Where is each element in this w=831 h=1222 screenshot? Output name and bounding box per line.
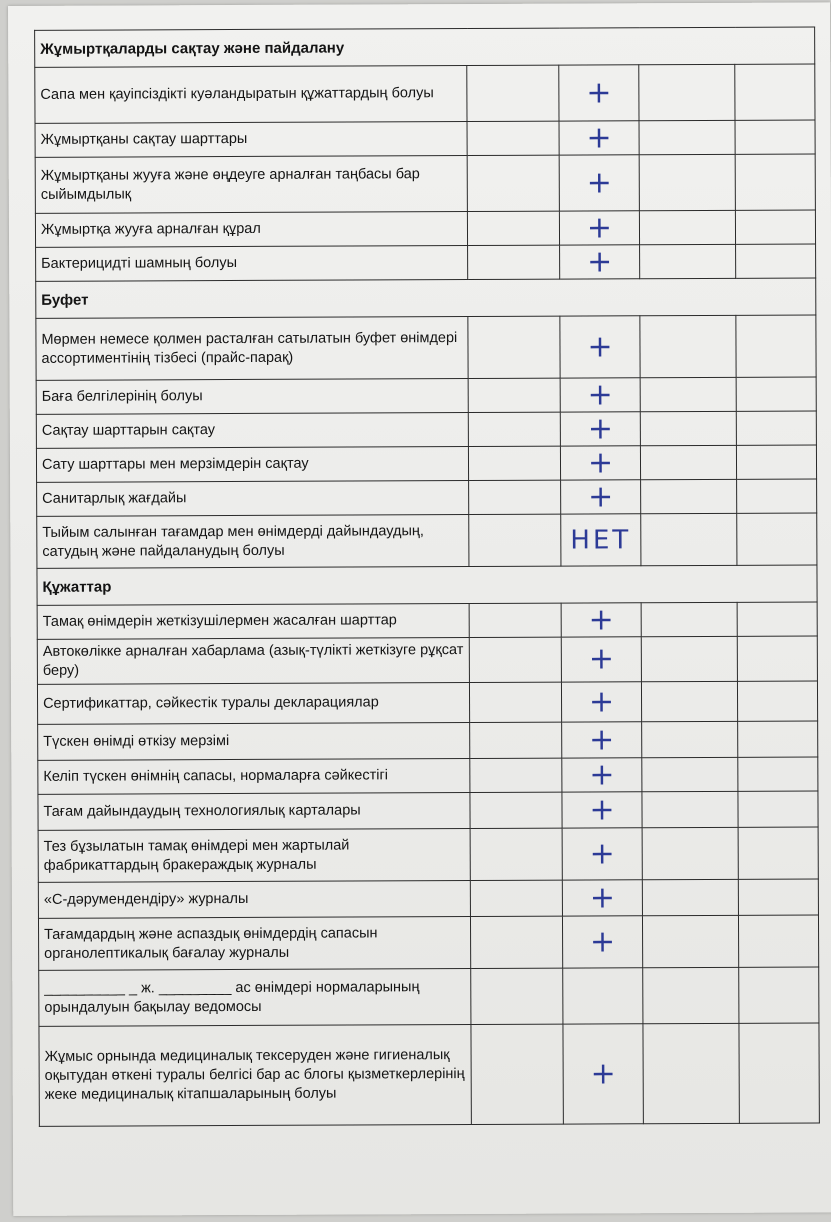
empty-cell	[737, 513, 817, 565]
empty-cell	[642, 757, 738, 791]
checklist-row	[37, 602, 817, 639]
row-label: Баға белгілерінің болуы	[36, 378, 468, 414]
handwritten-mark: +	[562, 792, 642, 828]
empty-cell	[737, 602, 817, 636]
empty-cell	[468, 316, 560, 378]
row-label: Мөрмен немесе қолмен расталған сатылатын буфет өнімдері ассортиментінің тізбесі (прайс-парақ)	[36, 316, 468, 380]
checklist-row	[39, 1023, 819, 1126]
empty-cell	[468, 245, 560, 279]
empty-cell	[641, 636, 737, 681]
empty-cell	[467, 211, 559, 245]
checklist-row	[38, 791, 818, 830]
checklist-row	[36, 411, 816, 448]
empty-cell	[467, 155, 559, 211]
row-label: Сапа мен қауіпсіздікті куәландыратын құжаттардың болуы	[35, 65, 467, 123]
checklist-body	[35, 27, 820, 1126]
handwritten-mark: НЕТ	[561, 514, 641, 566]
handwritten-mark: +	[560, 245, 640, 279]
row-label: Жұмыс орнында медициналық тексеруден және гигиеналық оқытудан өткені туралы белгісі бар ас блогы қызметкерлерінің жеке медициналық кітапшаларының болуы	[39, 1024, 471, 1126]
empty-cell	[470, 916, 562, 968]
empty-cell	[737, 681, 817, 721]
checklist-row	[37, 513, 817, 568]
handwritten-mark: +	[561, 603, 641, 637]
empty-cell	[738, 879, 818, 915]
checklist-row	[36, 377, 816, 414]
checklist-row	[38, 757, 818, 794]
empty-cell	[738, 721, 818, 757]
empty-cell	[640, 445, 736, 479]
row-label: Тыйым салынған тағамдар мен өнімдерді дайындаудың, сатудың және пайдаланудың болуы	[37, 514, 469, 568]
row-label: Бактерицидті шамның болуы	[36, 245, 468, 281]
handwritten-mark: +	[559, 65, 639, 121]
handwritten-mark: +	[560, 378, 640, 412]
empty-cell	[736, 377, 816, 411]
handwritten-mark: +	[563, 1024, 643, 1124]
empty-cell	[642, 721, 738, 757]
handwritten-mark	[563, 968, 643, 1024]
empty-cell	[642, 827, 738, 879]
empty-cell	[736, 411, 816, 445]
handwritten-mark: +	[562, 916, 642, 968]
empty-cell	[735, 64, 815, 120]
handwritten-mark: +	[562, 758, 642, 792]
empty-cell	[640, 315, 736, 377]
empty-cell	[642, 879, 738, 915]
handwritten-mark: +	[561, 480, 641, 514]
row-label: Келіп түскен өнімнің сапасы, нормаларға сәйкестігі	[38, 758, 470, 794]
handwritten-mark: +	[559, 121, 639, 155]
empty-cell	[468, 412, 560, 446]
empty-cell	[641, 479, 737, 513]
checklist-row	[36, 445, 816, 482]
empty-cell	[639, 154, 735, 210]
empty-cell	[470, 722, 562, 758]
empty-cell	[642, 791, 738, 827]
row-label: Санитарлық жағдайы	[37, 480, 469, 516]
handwritten-mark: +	[561, 682, 641, 722]
empty-cell	[641, 513, 737, 565]
empty-cell	[737, 479, 817, 513]
section-title: Жұмыртқаларды сақтау және пайдалану	[35, 27, 815, 67]
empty-cell	[739, 1023, 819, 1123]
row-label: Түскен өнімді өткізу мерзімі	[38, 722, 470, 760]
row-label: Тез бұзылатын тамақ өнімдері мен жартылай фабрикаттардың бракераждық журналы	[38, 828, 470, 882]
row-label: Жұмыртқаны жууға және өңдеуге арналған таңбасы бар сыйымдылық	[35, 155, 467, 213]
empty-cell	[470, 880, 562, 916]
empty-cell	[735, 210, 815, 244]
empty-cell	[469, 514, 561, 566]
row-label: Автокөлікке арналған хабарлама (азық-түлікті жеткізуге рұқсат беру)	[37, 637, 469, 684]
empty-cell	[738, 757, 818, 791]
inspection-checklist-table	[34, 26, 820, 1126]
empty-cell	[739, 967, 819, 1023]
empty-cell	[640, 377, 736, 411]
checklist-row	[35, 154, 815, 213]
row-label: Жұмыртқаны сақтау шарттары	[35, 121, 467, 157]
row-label: Жұмыртқа жууға арналған құрал	[35, 211, 467, 247]
empty-cell	[736, 244, 816, 278]
handwritten-mark: +	[559, 211, 639, 245]
empty-cell	[468, 446, 560, 480]
empty-cell	[737, 636, 817, 681]
checklist-row	[38, 879, 818, 918]
empty-cell	[736, 315, 816, 377]
empty-cell	[469, 603, 561, 637]
empty-cell	[471, 968, 563, 1024]
checklist-row	[38, 721, 818, 760]
checklist-row	[37, 681, 817, 724]
section-title: Буфет	[36, 278, 816, 318]
empty-cell	[643, 967, 739, 1023]
checklist-row	[35, 210, 815, 247]
empty-cell	[641, 602, 737, 636]
handwritten-mark: +	[559, 155, 639, 211]
empty-cell	[469, 682, 561, 722]
empty-cell	[639, 210, 735, 244]
row-label: Тағамдардың және аспаздық өнімдердің сапасын органолептикалық бағалау журналы	[38, 916, 470, 970]
empty-cell	[467, 121, 559, 155]
section-header-row	[36, 278, 816, 318]
empty-cell	[469, 480, 561, 514]
handwritten-mark: +	[560, 446, 640, 480]
empty-cell	[642, 915, 738, 967]
handwritten-mark: +	[561, 637, 641, 682]
empty-cell	[470, 792, 562, 828]
empty-cell	[640, 244, 736, 278]
empty-cell	[470, 828, 562, 880]
empty-cell	[735, 154, 815, 210]
checklist-row	[38, 915, 818, 970]
checklist-row	[36, 315, 816, 380]
empty-cell	[640, 411, 736, 445]
section-header-row	[35, 27, 815, 67]
empty-cell	[639, 120, 735, 154]
row-label: Сақтау шарттарын сақтау	[36, 412, 468, 448]
empty-cell	[639, 64, 735, 120]
handwritten-mark: +	[560, 412, 640, 446]
checklist-row	[39, 967, 819, 1026]
empty-cell	[468, 378, 560, 412]
checklist-row	[35, 120, 815, 157]
empty-cell	[469, 637, 561, 682]
row-label: __________ _ ж. _________ ас өнімдері нормаларының орындалуын бақылау ведомосы	[39, 968, 471, 1026]
empty-cell	[641, 681, 737, 721]
row-label: Сертификаттар, сәйкестік туралы декларациялар	[37, 682, 469, 724]
section-title: Құжаттар	[37, 565, 817, 605]
checklist-row	[37, 479, 817, 516]
empty-cell	[738, 827, 818, 879]
empty-cell	[735, 120, 815, 154]
handwritten-mark: +	[562, 722, 642, 758]
empty-cell	[643, 1023, 739, 1123]
paper-sheet	[8, 2, 831, 1216]
handwritten-mark: +	[562, 828, 642, 880]
empty-cell	[736, 445, 816, 479]
handwritten-mark: +	[562, 880, 642, 916]
checklist-row	[36, 244, 816, 281]
row-label: «С-дәрумендендіру» журналы	[38, 880, 470, 918]
empty-cell	[467, 65, 559, 121]
section-header-row	[37, 565, 817, 605]
empty-cell	[471, 1024, 563, 1124]
checklist-row	[37, 636, 817, 684]
checklist-row	[38, 827, 818, 882]
checklist-row	[35, 64, 815, 123]
empty-cell	[738, 791, 818, 827]
empty-cell	[738, 915, 818, 967]
handwritten-mark: +	[560, 316, 640, 378]
row-label: Сату шарттары мен мерзімдерін сақтау	[36, 446, 468, 482]
row-label: Тамақ өнімдерін жеткізушілермен жасалған шарттар	[37, 603, 469, 639]
row-label: Тағам дайындаудың технологиялық карталары	[38, 792, 470, 830]
empty-cell	[470, 758, 562, 792]
